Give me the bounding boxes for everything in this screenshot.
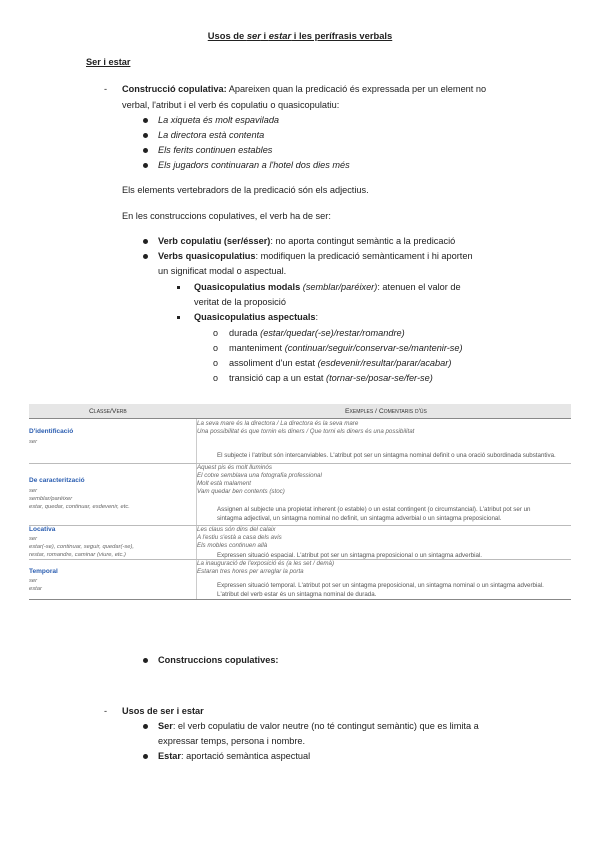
row-examples: La seva mare és la directora / La directora és la seva mare Una possibilitat és que tornin els diners / Que torni els diners és una possibilitat <box>197 420 415 435</box>
square-bullet-icon <box>177 316 180 319</box>
row-comment: Assignen al subjecte una propietat inherent (o estable) o un estat contingent (o circumstancial). L'atribut pot ser un sintagma adjectival, un sintagma nominal no definit, un sintagma adverbial o un sintagma preposicional. <box>217 506 531 522</box>
aspect-item: o manteniment (continuar/seguir/conservar-se/mantenir-se) <box>213 343 463 353</box>
list-dash: - <box>104 84 108 94</box>
construccions-item: Construccions copulatives: <box>143 655 278 665</box>
row-examples: Aquest pis és molt lluminós El cotxe semblava una fotografia professional Molt està malament Vam quedar ben contents (stoc) <box>197 464 322 495</box>
page-title: Usos de ser i estar i les perífrasis verbals <box>207 30 393 41</box>
table-row <box>29 525 571 560</box>
list-dash: - <box>104 706 108 716</box>
modals-item: Quasicopulatius modals (semblar/paréixer): atenuen el valor de <box>177 282 461 292</box>
table-header-col1: Classe/Verb <box>89 408 127 415</box>
circle-bullet-icon: o <box>213 373 219 383</box>
ser-text2: expressar temps, persona i nombre. <box>158 736 306 746</box>
row-category: De caracterització <box>29 477 85 484</box>
copulativa-line1 <box>122 84 486 94</box>
row-verbs: ser <box>29 439 38 445</box>
circle-bullet-icon: o <box>213 343 219 353</box>
aspect-item: o transició cap a un estat (tornar-se/posar-se/fer-se) <box>213 373 433 383</box>
example-item: Els jugadors continuaran a l'hotel dos dies més <box>143 160 350 170</box>
example-item: La xiqueta és molt espavilada <box>143 115 279 125</box>
aspect-item: o durada (estar/quedar(-se)/restar/romandre) <box>213 328 405 338</box>
row-category: Locativa <box>29 526 56 533</box>
aspect-item: o assoliment d'un estat (esdevenir/resultar/parar/acabar) <box>213 358 452 368</box>
verb-quasicopulatius-item: Verbs quasicopulatius: modifiquen la predicació semànticament i hi aporten <box>143 251 473 261</box>
copulativa-label: Construcció copulativa: <box>122 84 227 94</box>
paragraph-verb: En les construccions copulatives, el verb ha de ser: <box>122 211 331 221</box>
row-comment: Expressen situació espacial. L'atribut pot ser un sintagma preposicional o un sintagma adverbial. <box>217 552 482 559</box>
bullet-icon <box>143 239 148 244</box>
ser-item: Ser: el verb copulatiu de valor neutre (no té contingut semàntic) que es limita a <box>143 721 479 731</box>
verb-copulatiu-item: Verb copulatiu (ser/ésser): no aporta contingut semàntic a la predicació <box>143 236 455 246</box>
bullet-icon <box>143 118 148 123</box>
row-category: Temporal <box>29 568 58 575</box>
circle-bullet-icon: o <box>213 328 219 338</box>
copulativa-text2: verbal, l'atribut i el verb és copulatiu o quasicopulatiu: <box>122 100 340 110</box>
example-item: La directora està contenta <box>143 130 264 140</box>
bullet-icon <box>143 658 148 663</box>
paragraph-adjectius: Els elements vertebradors de la predicació són els adjectius. <box>122 185 369 195</box>
copulativa-text1: Apareixen quan la predicació és expressada per un element no <box>228 84 487 94</box>
table-row <box>29 463 571 526</box>
row-examples: La inauguració de l'exposició és (a les set / demà) Estaran tres hores per arreglar la porta <box>197 560 335 575</box>
square-bullet-icon <box>177 286 180 289</box>
bullet-icon <box>143 754 148 759</box>
row-examples: Les claus són dins del calaix A l'estiu s'està a casa dels avis Els mobles continuen allà <box>197 526 282 549</box>
table-row <box>29 419 571 464</box>
row-verbs: ser estar <box>29 578 42 592</box>
table-header-col2: Exemples / Comentaris d'ús <box>345 408 427 415</box>
circle-bullet-icon: o <box>213 358 219 368</box>
section-heading-ser-estar: Ser i estar <box>86 57 131 67</box>
table-row <box>29 559 571 600</box>
usos-heading: Usos de ser i estar <box>122 706 204 716</box>
row-comment: El subjecte i l'atribut són intercanviables. L'atribut pot ser un sintagma nominal definit o una oració subordinada substantiva. <box>217 452 556 459</box>
bullet-icon <box>143 133 148 138</box>
row-category: D'identificació <box>29 428 74 435</box>
row-comment: Expressen situació temporal. L'atribut pot ser un sintagma preposicional, un sintagma nominal o un sintagma adverbial. L'atribut del verb estar és un sintagma nominal de durada. <box>217 582 544 598</box>
table-header <box>29 404 571 419</box>
row-verbs: ser semblar/paréixer estar, quedar, continuar, esdevenir, etc. <box>29 488 130 510</box>
bullet-icon <box>143 163 148 168</box>
bullet-icon <box>143 724 148 729</box>
modals-text2: veritat de la proposició <box>194 297 286 307</box>
estar-item: Estar: aportació semàntica aspectual <box>143 751 310 761</box>
aspectuals-item: Quasicopulatius aspectuals: <box>177 312 318 322</box>
bullet-icon <box>143 254 148 259</box>
verb-quasicopulatius-text2: un significat modal o aspectual. <box>158 266 287 276</box>
row-verbs: ser estar(-se), continuar, seguir, quedar(-se), restar, romandre, caminar (viure, etc.) <box>29 536 135 558</box>
example-item: Els ferits continuen estables <box>143 145 272 155</box>
bullet-icon <box>143 148 148 153</box>
